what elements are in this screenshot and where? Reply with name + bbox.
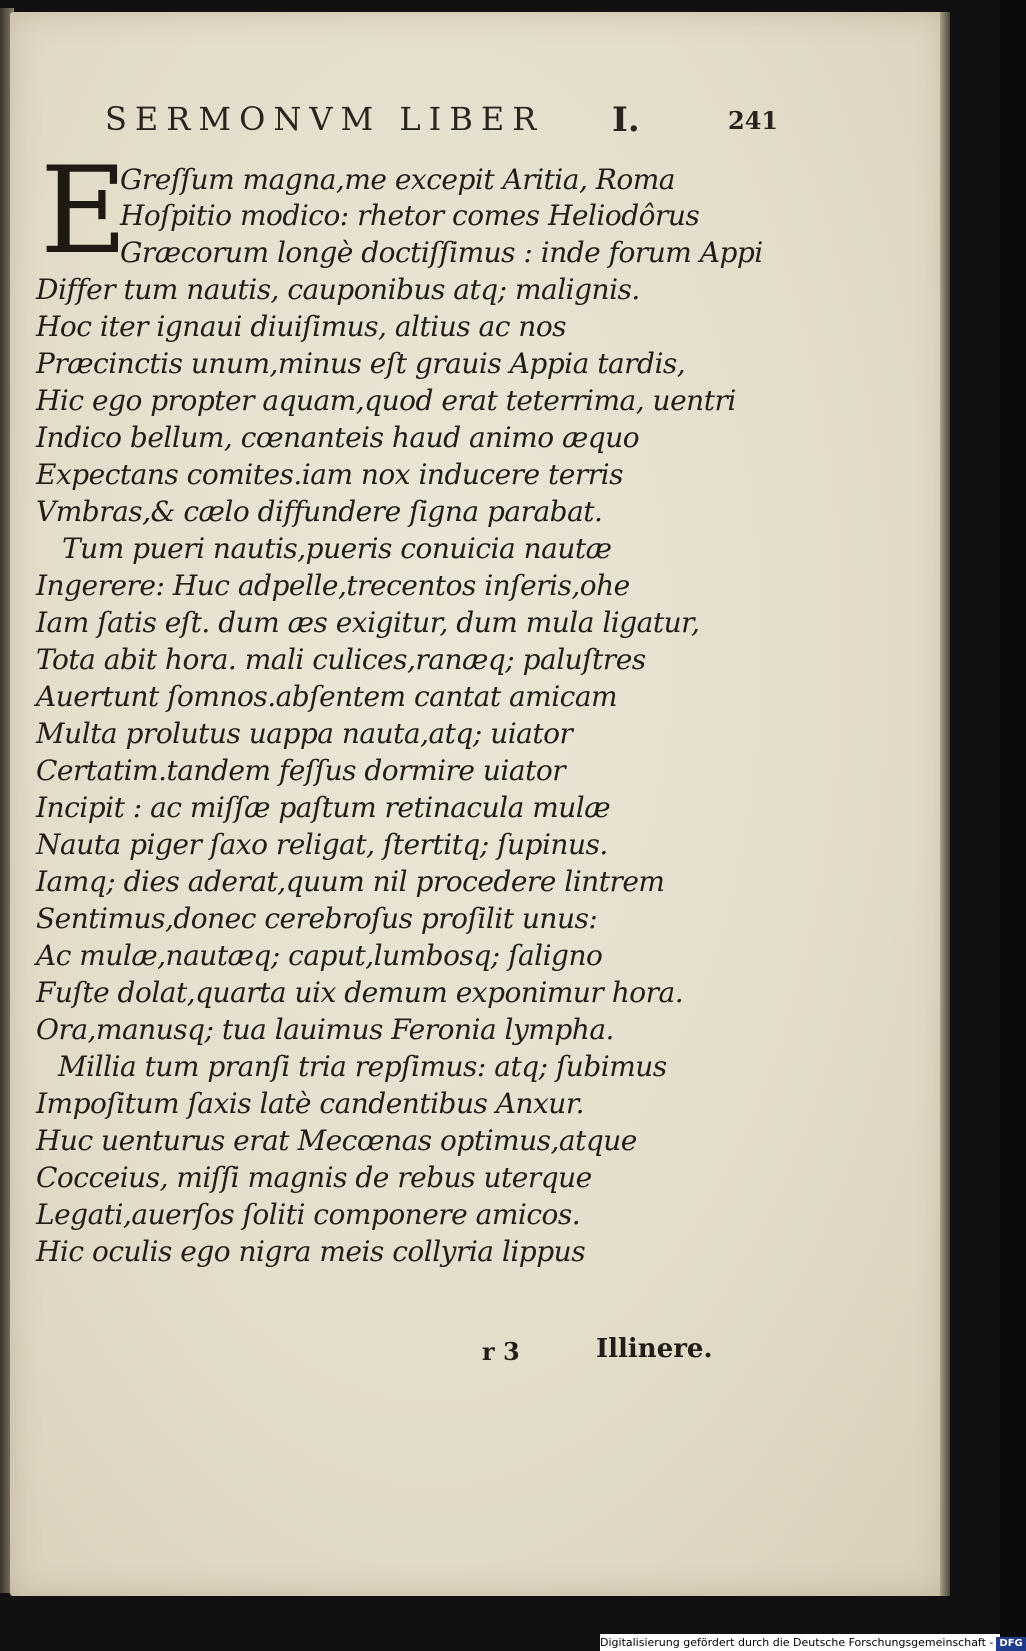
- text-line: Ora,manusq; tua lauimus Feronia lympha.: [36, 1013, 614, 1046]
- text-line: Millia tum pranſi tria repſimus: atq; ſubimus: [58, 1050, 667, 1083]
- text-line: Huc uenturus erat Mecœnas optimus,atque: [36, 1124, 637, 1157]
- catchword: Illinere.: [596, 1334, 713, 1364]
- text-line: Differ tum nautis, cauponibus atq; malignis.: [36, 273, 640, 306]
- text-line: Cocceius, miſſi magnis de rebus uterque: [36, 1161, 592, 1194]
- text-line: Indico bellum, cœnanteis haud animo æquo: [36, 421, 640, 454]
- text-line: Nauta piger ſaxo religat, ſtertitq; ſupinus.: [36, 828, 608, 861]
- text-line: Tota abit hora. mali culices,ranæq; paluſtres: [36, 643, 646, 676]
- text-line: Ac mulæ,nautæq; caput,lumbosq; ſaligno: [36, 939, 603, 972]
- text-line: Hic ego propter aquam,quod erat teterrima, uentri: [36, 384, 736, 417]
- signature-mark: r 3: [482, 1337, 520, 1366]
- credit-text: Digitalisierung gefördert durch die Deutsche Forschungsgemeinschaft -: [600, 1636, 994, 1649]
- text-line: Ingerere: Huc adpelle,trecentos inſeris,ohe: [36, 569, 630, 602]
- text-line: Præcinctis unum,minus eſt grauis Appia tardis,: [36, 347, 686, 380]
- text-line: Hic oculis ego nigra meis collyria lippus: [36, 1235, 586, 1268]
- page-edge: [940, 12, 950, 1596]
- text-line: Legati,auerſos ſoliti componere amicos.: [36, 1198, 581, 1231]
- text-line: Hoſpitio modico: rhetor comes Heliodôrus: [120, 199, 700, 232]
- text-line: Incipit : ac miſſæ paſtum retinacula mulæ: [36, 791, 611, 824]
- text-line: Hoc iter ignaui diuiſimus, altius ac nos: [36, 310, 567, 343]
- text-line: Expectans comites.iam nox inducere terris: [36, 458, 623, 491]
- text-line: Auertunt ſomnos.abſentem cantat amicam: [36, 680, 618, 713]
- text-line: Greſſum magna,me excepit Aritia, Roma: [120, 163, 675, 196]
- text-line: Iamq; dies aderat,quum nil procedere lintrem: [36, 865, 665, 898]
- text-line: Impoſitum ſaxis latè candentibus Anxur.: [36, 1087, 585, 1120]
- text-line: Tum pueri nautis,pueris conuicia nautæ: [62, 532, 612, 565]
- folio-number: 241: [728, 106, 779, 135]
- text-line: Certatim.tandem feſſus dormire uiator: [36, 754, 566, 787]
- dfg-logo: DFG: [996, 1637, 1025, 1651]
- digitization-credit: [600, 1634, 1023, 1651]
- text-line: Iam ſatis eſt. dum æs exigitur, dum mula ligatur,: [36, 606, 700, 639]
- running-header: [95, 100, 795, 144]
- text-line: Vmbras,& cælo diffundere ſigna parabat.: [36, 495, 603, 528]
- header-title: SERMONVM LIBER: [105, 100, 545, 138]
- text-line: Græcorum longè doctiſſimus : inde forum Appi: [120, 236, 763, 269]
- text-line: Fuſte dolat,quarta uix demum exponimur hora.: [36, 976, 684, 1009]
- text-line: Multa prolutus uappa nauta,atq; uiator: [36, 717, 573, 750]
- drop-cap: E: [40, 142, 128, 281]
- text-line: Sentimus,donec cerebroſus proſilit unus:: [36, 902, 598, 935]
- header-book-numeral: I.: [612, 100, 640, 140]
